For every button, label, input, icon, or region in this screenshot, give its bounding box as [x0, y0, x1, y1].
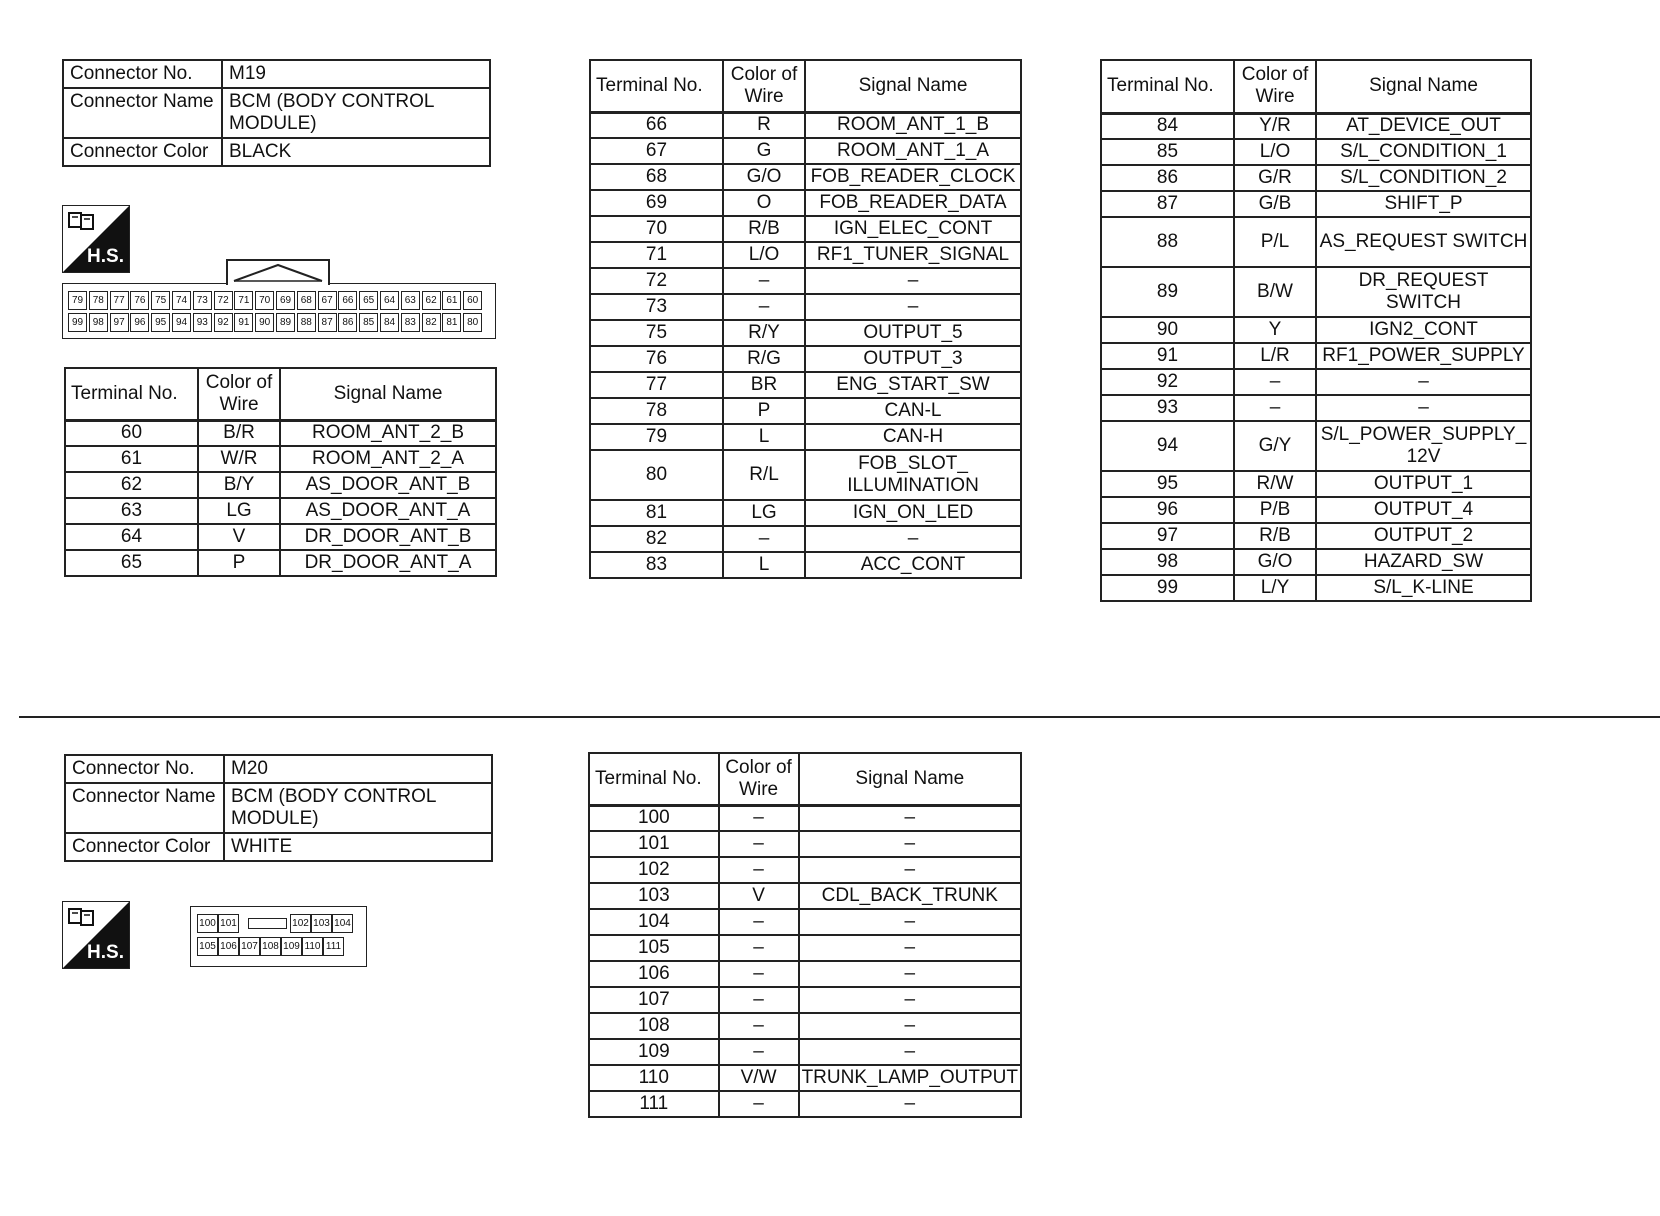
signal-name-cell: S/L_POWER_SUPPLY_ 12V — [1316, 421, 1531, 471]
terminal-no-cell: 75 — [590, 320, 723, 346]
signal-name-cell: OUTPUT_2 — [1316, 523, 1531, 549]
signal-name-cell: – — [799, 857, 1021, 883]
terminal-no-cell: 69 — [590, 190, 723, 216]
connector-pin: 68 — [297, 291, 316, 310]
table-row — [590, 398, 1021, 424]
signal-name-cell: – — [805, 268, 1021, 294]
wire-color-cell: R/Y — [723, 320, 805, 346]
terminal-no-cell: 87 — [1101, 191, 1234, 217]
connector-pin: 83 — [401, 313, 420, 332]
connector-name-value: BCM (BODY CONTROL MODULE) — [222, 88, 490, 138]
terminal-no-cell: 61 — [65, 446, 198, 472]
connector-pin: 71 — [234, 291, 253, 310]
wire-color-cell: Y — [1234, 317, 1316, 343]
terminal-no-cell: 109 — [589, 1039, 719, 1065]
terminal-no-cell: 62 — [65, 472, 198, 498]
wire-color-cell: P — [723, 398, 805, 424]
table-row — [1101, 165, 1531, 191]
wire-color-cell: L/O — [1234, 139, 1316, 165]
header-terminal-no: Terminal No. — [589, 753, 719, 805]
terminal-no-cell: 99 — [1101, 575, 1234, 601]
signal-name-cell: SHIFT_P — [1316, 191, 1531, 217]
signal-name-cell: IGN2_CONT — [1316, 317, 1531, 343]
table-row — [590, 294, 1021, 320]
terminal-no-cell: 96 — [1101, 497, 1234, 523]
signal-name-cell: OUTPUT_5 — [805, 320, 1021, 346]
m19-connector-info — [62, 59, 491, 167]
table-row — [590, 500, 1021, 526]
wire-color-cell: LG — [198, 498, 280, 524]
terminal-no-cell: 72 — [590, 268, 723, 294]
wire-color-cell: L/Y — [1234, 575, 1316, 601]
connector-pin: 84 — [380, 313, 399, 332]
wire-color-cell: P/B — [1234, 497, 1316, 523]
signal-name-cell: IGN_ON_LED — [805, 500, 1021, 526]
wire-color-cell: – — [723, 294, 805, 320]
terminal-no-cell: 84 — [1101, 113, 1234, 139]
wire-color-cell: G — [723, 138, 805, 164]
connector-pin: 110 — [302, 937, 323, 956]
terminal-no-cell: 85 — [1101, 139, 1234, 165]
header-signal-name: Signal Name — [280, 368, 496, 420]
table-row — [590, 424, 1021, 450]
signal-name-cell: AS_REQUEST SWITCH — [1316, 217, 1531, 267]
table-row — [1101, 191, 1531, 217]
connector-pin: 108 — [260, 937, 281, 956]
signal-name-cell: DR_DOOR_ANT_B — [280, 524, 496, 550]
terminal-no-cell: 91 — [1101, 343, 1234, 369]
hs-label: H.S. — [87, 246, 124, 267]
connector-pin: 88 — [297, 313, 316, 332]
signal-name-cell: S/L_CONDITION_1 — [1316, 139, 1531, 165]
connector-pin: 94 — [172, 313, 191, 332]
signal-name-cell: ACC_CONT — [805, 552, 1021, 578]
table-row — [590, 112, 1021, 138]
connector-pin: 76 — [130, 291, 149, 310]
connector-pin: 75 — [151, 291, 170, 310]
m19-terminal-table-3 — [1100, 59, 1532, 602]
signal-name-cell: FOB_READER_CLOCK — [805, 164, 1021, 190]
wire-color-cell: – — [719, 1013, 799, 1039]
table-row — [1101, 113, 1531, 139]
signal-name-cell: – — [1316, 369, 1531, 395]
signal-name-cell: CAN-L — [805, 398, 1021, 424]
connector-name-label: Connector Name — [65, 783, 224, 833]
hs-label: H.S. — [87, 942, 124, 963]
m19-terminal-table-1 — [64, 367, 497, 577]
signal-name-cell: FOB_READER_DATA — [805, 190, 1021, 216]
m19-terminal-table-2 — [589, 59, 1022, 579]
terminal-no-cell: 77 — [590, 372, 723, 398]
wire-color-cell: G/B — [1234, 191, 1316, 217]
table-row — [589, 935, 1021, 961]
table-row — [1101, 343, 1531, 369]
wire-color-cell: Y/R — [1234, 113, 1316, 139]
signal-name-cell: CAN-H — [805, 424, 1021, 450]
signal-name-cell: HAZARD_SW — [1316, 549, 1531, 575]
connector-pin: 89 — [276, 313, 295, 332]
table-row — [589, 883, 1021, 909]
table-row — [589, 857, 1021, 883]
signal-name-cell: S/L_K-LINE — [1316, 575, 1531, 601]
table-row — [590, 526, 1021, 552]
wire-color-cell: P/L — [1234, 217, 1316, 267]
table-row — [590, 138, 1021, 164]
header-wire-color: Color of Wire — [1234, 60, 1316, 113]
wire-color-cell: – — [719, 935, 799, 961]
connector-pin: 107 — [239, 937, 260, 956]
signal-name-cell: DR_REQUEST SWITCH — [1316, 267, 1531, 317]
table-row — [590, 216, 1021, 242]
terminal-no-cell: 107 — [589, 987, 719, 1013]
wire-color-cell: – — [1234, 369, 1316, 395]
connector-pin: 62 — [422, 291, 441, 310]
wire-color-cell: L/O — [723, 242, 805, 268]
terminal-no-cell: 83 — [590, 552, 723, 578]
terminal-no-cell: 111 — [589, 1091, 719, 1117]
connector-pin: 82 — [422, 313, 441, 332]
connector-pin: 72 — [214, 291, 233, 310]
connector-pin: 95 — [151, 313, 170, 332]
terminal-no-cell: 67 — [590, 138, 723, 164]
connector-pin: 85 — [359, 313, 378, 332]
table-row — [589, 961, 1021, 987]
table-row — [589, 1065, 1021, 1091]
terminal-no-cell: 64 — [65, 524, 198, 550]
terminal-no-cell: 76 — [590, 346, 723, 372]
terminal-no-cell: 88 — [1101, 217, 1234, 267]
terminal-no-cell: 98 — [1101, 549, 1234, 575]
terminal-no-cell: 102 — [589, 857, 719, 883]
wire-color-cell: R/B — [723, 216, 805, 242]
connector-pin: 87 — [318, 313, 337, 332]
table-row — [1101, 217, 1531, 267]
terminal-no-cell: 110 — [589, 1065, 719, 1091]
signal-name-cell: ROOM_ANT_1_A — [805, 138, 1021, 164]
terminal-no-cell: 93 — [1101, 395, 1234, 421]
connector-pin: 80 — [463, 313, 482, 332]
connector-no-label: Connector No. — [63, 60, 222, 88]
signal-name-cell: AS_DOOR_ANT_A — [280, 498, 496, 524]
table-row — [65, 498, 496, 524]
table-row — [590, 320, 1021, 346]
terminal-no-cell: 108 — [589, 1013, 719, 1039]
wire-color-cell: – — [719, 961, 799, 987]
terminal-no-cell: 81 — [590, 500, 723, 526]
header-signal-name: Signal Name — [1316, 60, 1531, 113]
connector-name-label: Connector Name — [63, 88, 222, 138]
connector-plug-icon — [67, 209, 97, 233]
connector-pin: 109 — [281, 937, 302, 956]
terminal-no-cell: 79 — [590, 424, 723, 450]
terminal-no-cell: 68 — [590, 164, 723, 190]
signal-name-cell: IGN_ELEC_CONT — [805, 216, 1021, 242]
connector-no-label: Connector No. — [65, 755, 224, 783]
signal-name-cell: – — [799, 987, 1021, 1013]
table-row — [1101, 523, 1531, 549]
table-row — [590, 372, 1021, 398]
wire-color-cell: L/R — [1234, 343, 1316, 369]
signal-name-cell: ROOM_ANT_2_B — [280, 420, 496, 446]
connector-pin: 67 — [318, 291, 337, 310]
wire-color-cell: L — [723, 552, 805, 578]
connector-pin: 61 — [442, 291, 461, 310]
signal-name-cell: S/L_CONDITION_2 — [1316, 165, 1531, 191]
table-row — [65, 524, 496, 550]
connector-pin: 93 — [193, 313, 212, 332]
signal-name-cell: RF1_TUNER_SIGNAL — [805, 242, 1021, 268]
signal-name-cell: – — [799, 1091, 1021, 1117]
table-row — [1101, 471, 1531, 497]
table-row — [589, 1013, 1021, 1039]
table-row — [1101, 395, 1531, 421]
terminal-no-cell: 63 — [65, 498, 198, 524]
connector-pin: 111 — [323, 937, 344, 956]
connector-pin: 74 — [172, 291, 191, 310]
table-row — [589, 987, 1021, 1013]
table-row — [1101, 549, 1531, 575]
wire-color-cell: R/W — [1234, 471, 1316, 497]
signal-name-cell: CDL_BACK_TRUNK — [799, 883, 1021, 909]
terminal-no-cell: 106 — [589, 961, 719, 987]
table-row — [1101, 267, 1531, 317]
signal-name-cell: TRUNK_LAMP_OUTPUT — [799, 1065, 1021, 1091]
wire-color-cell: B/W — [1234, 267, 1316, 317]
connector-pin: 101 — [218, 914, 239, 933]
header-signal-name: Signal Name — [805, 60, 1021, 112]
signal-name-cell: OUTPUT_1 — [1316, 471, 1531, 497]
wire-color-cell: G/R — [1234, 165, 1316, 191]
connector-pin: 81 — [442, 313, 461, 332]
connector-pin: 96 — [130, 313, 149, 332]
connector-color-value: WHITE — [224, 833, 492, 861]
terminal-no-cell: 100 — [589, 805, 719, 831]
wire-color-cell: BR — [723, 372, 805, 398]
table-row — [65, 420, 496, 446]
connector-pin: 63 — [401, 291, 420, 310]
connector-plug-icon — [67, 905, 97, 929]
terminal-no-cell: 80 — [590, 450, 723, 500]
connector-name-value: BCM (BODY CONTROL MODULE) — [224, 783, 492, 833]
connector-pin: 103 — [311, 914, 332, 933]
terminal-no-cell: 95 — [1101, 471, 1234, 497]
connector-pin: 106 — [218, 937, 239, 956]
wire-color-cell: L — [723, 424, 805, 450]
header-signal-name: Signal Name — [799, 753, 1021, 805]
connector-pin: 98 — [89, 313, 108, 332]
connector-pin: 79 — [68, 291, 87, 310]
table-row — [590, 450, 1021, 500]
table-row — [590, 346, 1021, 372]
table-row — [1101, 369, 1531, 395]
wire-color-cell: G/Y — [1234, 421, 1316, 471]
signal-name-cell: AT_DEVICE_OUT — [1316, 113, 1531, 139]
connector-pin: 73 — [193, 291, 212, 310]
signal-name-cell: ENG_START_SW — [805, 372, 1021, 398]
signal-name-cell: – — [805, 526, 1021, 552]
connector-pin: 105 — [197, 937, 218, 956]
wire-color-cell: B/Y — [198, 472, 280, 498]
table-row — [590, 268, 1021, 294]
connector-pin: 100 — [197, 914, 218, 933]
signal-name-cell: – — [799, 909, 1021, 935]
connector-pin: 90 — [255, 313, 274, 332]
terminal-no-cell: 97 — [1101, 523, 1234, 549]
signal-name-cell: ROOM_ANT_2_A — [280, 446, 496, 472]
terminal-no-cell: 82 — [590, 526, 723, 552]
connector-pin: 60 — [463, 291, 482, 310]
connector-no-value: M19 — [222, 60, 490, 88]
table-row — [65, 446, 496, 472]
header-terminal-no: Terminal No. — [1101, 60, 1234, 113]
harness-side-icon — [62, 205, 130, 273]
signal-name-cell: OUTPUT_4 — [1316, 497, 1531, 523]
terminal-no-cell: 105 — [589, 935, 719, 961]
wire-color-cell: P — [198, 550, 280, 576]
terminal-no-cell: 89 — [1101, 267, 1234, 317]
m20-terminal-table — [588, 752, 1022, 1118]
table-row — [590, 242, 1021, 268]
harness-side-icon — [62, 901, 130, 969]
wire-color-cell: – — [719, 909, 799, 935]
table-row — [65, 472, 496, 498]
terminal-no-cell: 73 — [590, 294, 723, 320]
wire-color-cell: – — [719, 1039, 799, 1065]
m20-connector-info — [64, 754, 493, 862]
wire-color-cell: – — [719, 831, 799, 857]
table-row — [1101, 497, 1531, 523]
wire-color-cell: B/R — [198, 420, 280, 446]
table-row — [1101, 575, 1531, 601]
wire-color-cell: – — [723, 268, 805, 294]
signal-name-cell: RF1_POWER_SUPPLY — [1316, 343, 1531, 369]
signal-name-cell: – — [799, 1039, 1021, 1065]
connector-color-label: Connector Color — [63, 138, 222, 166]
wire-color-cell: R — [723, 112, 805, 138]
signal-name-cell: – — [805, 294, 1021, 320]
signal-name-cell: FOB_SLOT_ ILLUMINATION — [805, 450, 1021, 500]
signal-name-cell: – — [1316, 395, 1531, 421]
signal-name-cell: – — [799, 1013, 1021, 1039]
wire-color-cell: W/R — [198, 446, 280, 472]
connector-lock-tab — [226, 259, 330, 285]
wire-color-cell: G/O — [1234, 549, 1316, 575]
table-row — [589, 1039, 1021, 1065]
header-wire-color: Color of Wire — [719, 753, 799, 805]
wire-color-cell: R/G — [723, 346, 805, 372]
connector-pin: 97 — [110, 313, 129, 332]
signal-name-cell: – — [799, 831, 1021, 857]
connector-no-value: M20 — [224, 755, 492, 783]
wire-color-cell: O — [723, 190, 805, 216]
terminal-no-cell: 90 — [1101, 317, 1234, 343]
wire-color-cell: V — [719, 883, 799, 909]
wire-color-cell: R/L — [723, 450, 805, 500]
table-row — [589, 909, 1021, 935]
connector-pin: 70 — [255, 291, 274, 310]
terminal-no-cell: 86 — [1101, 165, 1234, 191]
table-row — [1101, 421, 1531, 471]
signal-name-cell: AS_DOOR_ANT_B — [280, 472, 496, 498]
connector-pin: 77 — [110, 291, 129, 310]
wire-color-cell: V/W — [719, 1065, 799, 1091]
header-wire-color: Color of Wire — [723, 60, 805, 112]
connector-pin: 86 — [338, 313, 357, 332]
connector-pin: 69 — [276, 291, 295, 310]
terminal-no-cell: 104 — [589, 909, 719, 935]
table-row — [1101, 317, 1531, 343]
wire-color-cell: – — [723, 526, 805, 552]
wire-color-cell: R/B — [1234, 523, 1316, 549]
connector-color-label: Connector Color — [65, 833, 224, 861]
wire-color-cell: – — [719, 987, 799, 1013]
table-row — [65, 550, 496, 576]
signal-name-cell: ROOM_ANT_1_B — [805, 112, 1021, 138]
terminal-no-cell: 71 — [590, 242, 723, 268]
wire-color-cell: – — [719, 805, 799, 831]
terminal-no-cell: 78 — [590, 398, 723, 424]
section-divider — [19, 716, 1660, 718]
table-row — [1101, 139, 1531, 165]
header-terminal-no: Terminal No. — [65, 368, 198, 420]
connector-color-value: BLACK — [222, 138, 490, 166]
terminal-no-cell: 103 — [589, 883, 719, 909]
terminal-no-cell: 60 — [65, 420, 198, 446]
connector-pin: 99 — [68, 313, 87, 332]
wire-color-cell: – — [719, 1091, 799, 1117]
terminal-no-cell: 65 — [65, 550, 198, 576]
terminal-no-cell: 70 — [590, 216, 723, 242]
table-row — [589, 1091, 1021, 1117]
signal-name-cell: – — [799, 935, 1021, 961]
connector-pin: 66 — [338, 291, 357, 310]
signal-name-cell: – — [799, 805, 1021, 831]
table-row — [589, 831, 1021, 857]
wire-color-cell: LG — [723, 500, 805, 526]
table-row — [590, 164, 1021, 190]
table-row — [590, 552, 1021, 578]
connector-pin: 102 — [290, 914, 311, 933]
connector-pin: 78 — [89, 291, 108, 310]
connector-pin: 64 — [380, 291, 399, 310]
table-row — [589, 805, 1021, 831]
header-terminal-no: Terminal No. — [590, 60, 723, 112]
header-wire-color: Color of Wire — [198, 368, 280, 420]
wire-color-cell: G/O — [723, 164, 805, 190]
terminal-no-cell: 94 — [1101, 421, 1234, 471]
terminal-no-cell: 66 — [590, 112, 723, 138]
signal-name-cell: – — [799, 961, 1021, 987]
table-row — [590, 190, 1021, 216]
wire-color-cell: V — [198, 524, 280, 550]
signal-name-cell: OUTPUT_3 — [805, 346, 1021, 372]
connector-pin: 104 — [332, 914, 353, 933]
wire-color-cell: – — [1234, 395, 1316, 421]
connector-key-slot — [248, 918, 287, 929]
terminal-no-cell: 92 — [1101, 369, 1234, 395]
connector-pin: 65 — [359, 291, 378, 310]
connector-pin: 91 — [234, 313, 253, 332]
terminal-no-cell: 101 — [589, 831, 719, 857]
signal-name-cell: DR_DOOR_ANT_A — [280, 550, 496, 576]
wire-color-cell: – — [719, 857, 799, 883]
connector-pin: 92 — [214, 313, 233, 332]
